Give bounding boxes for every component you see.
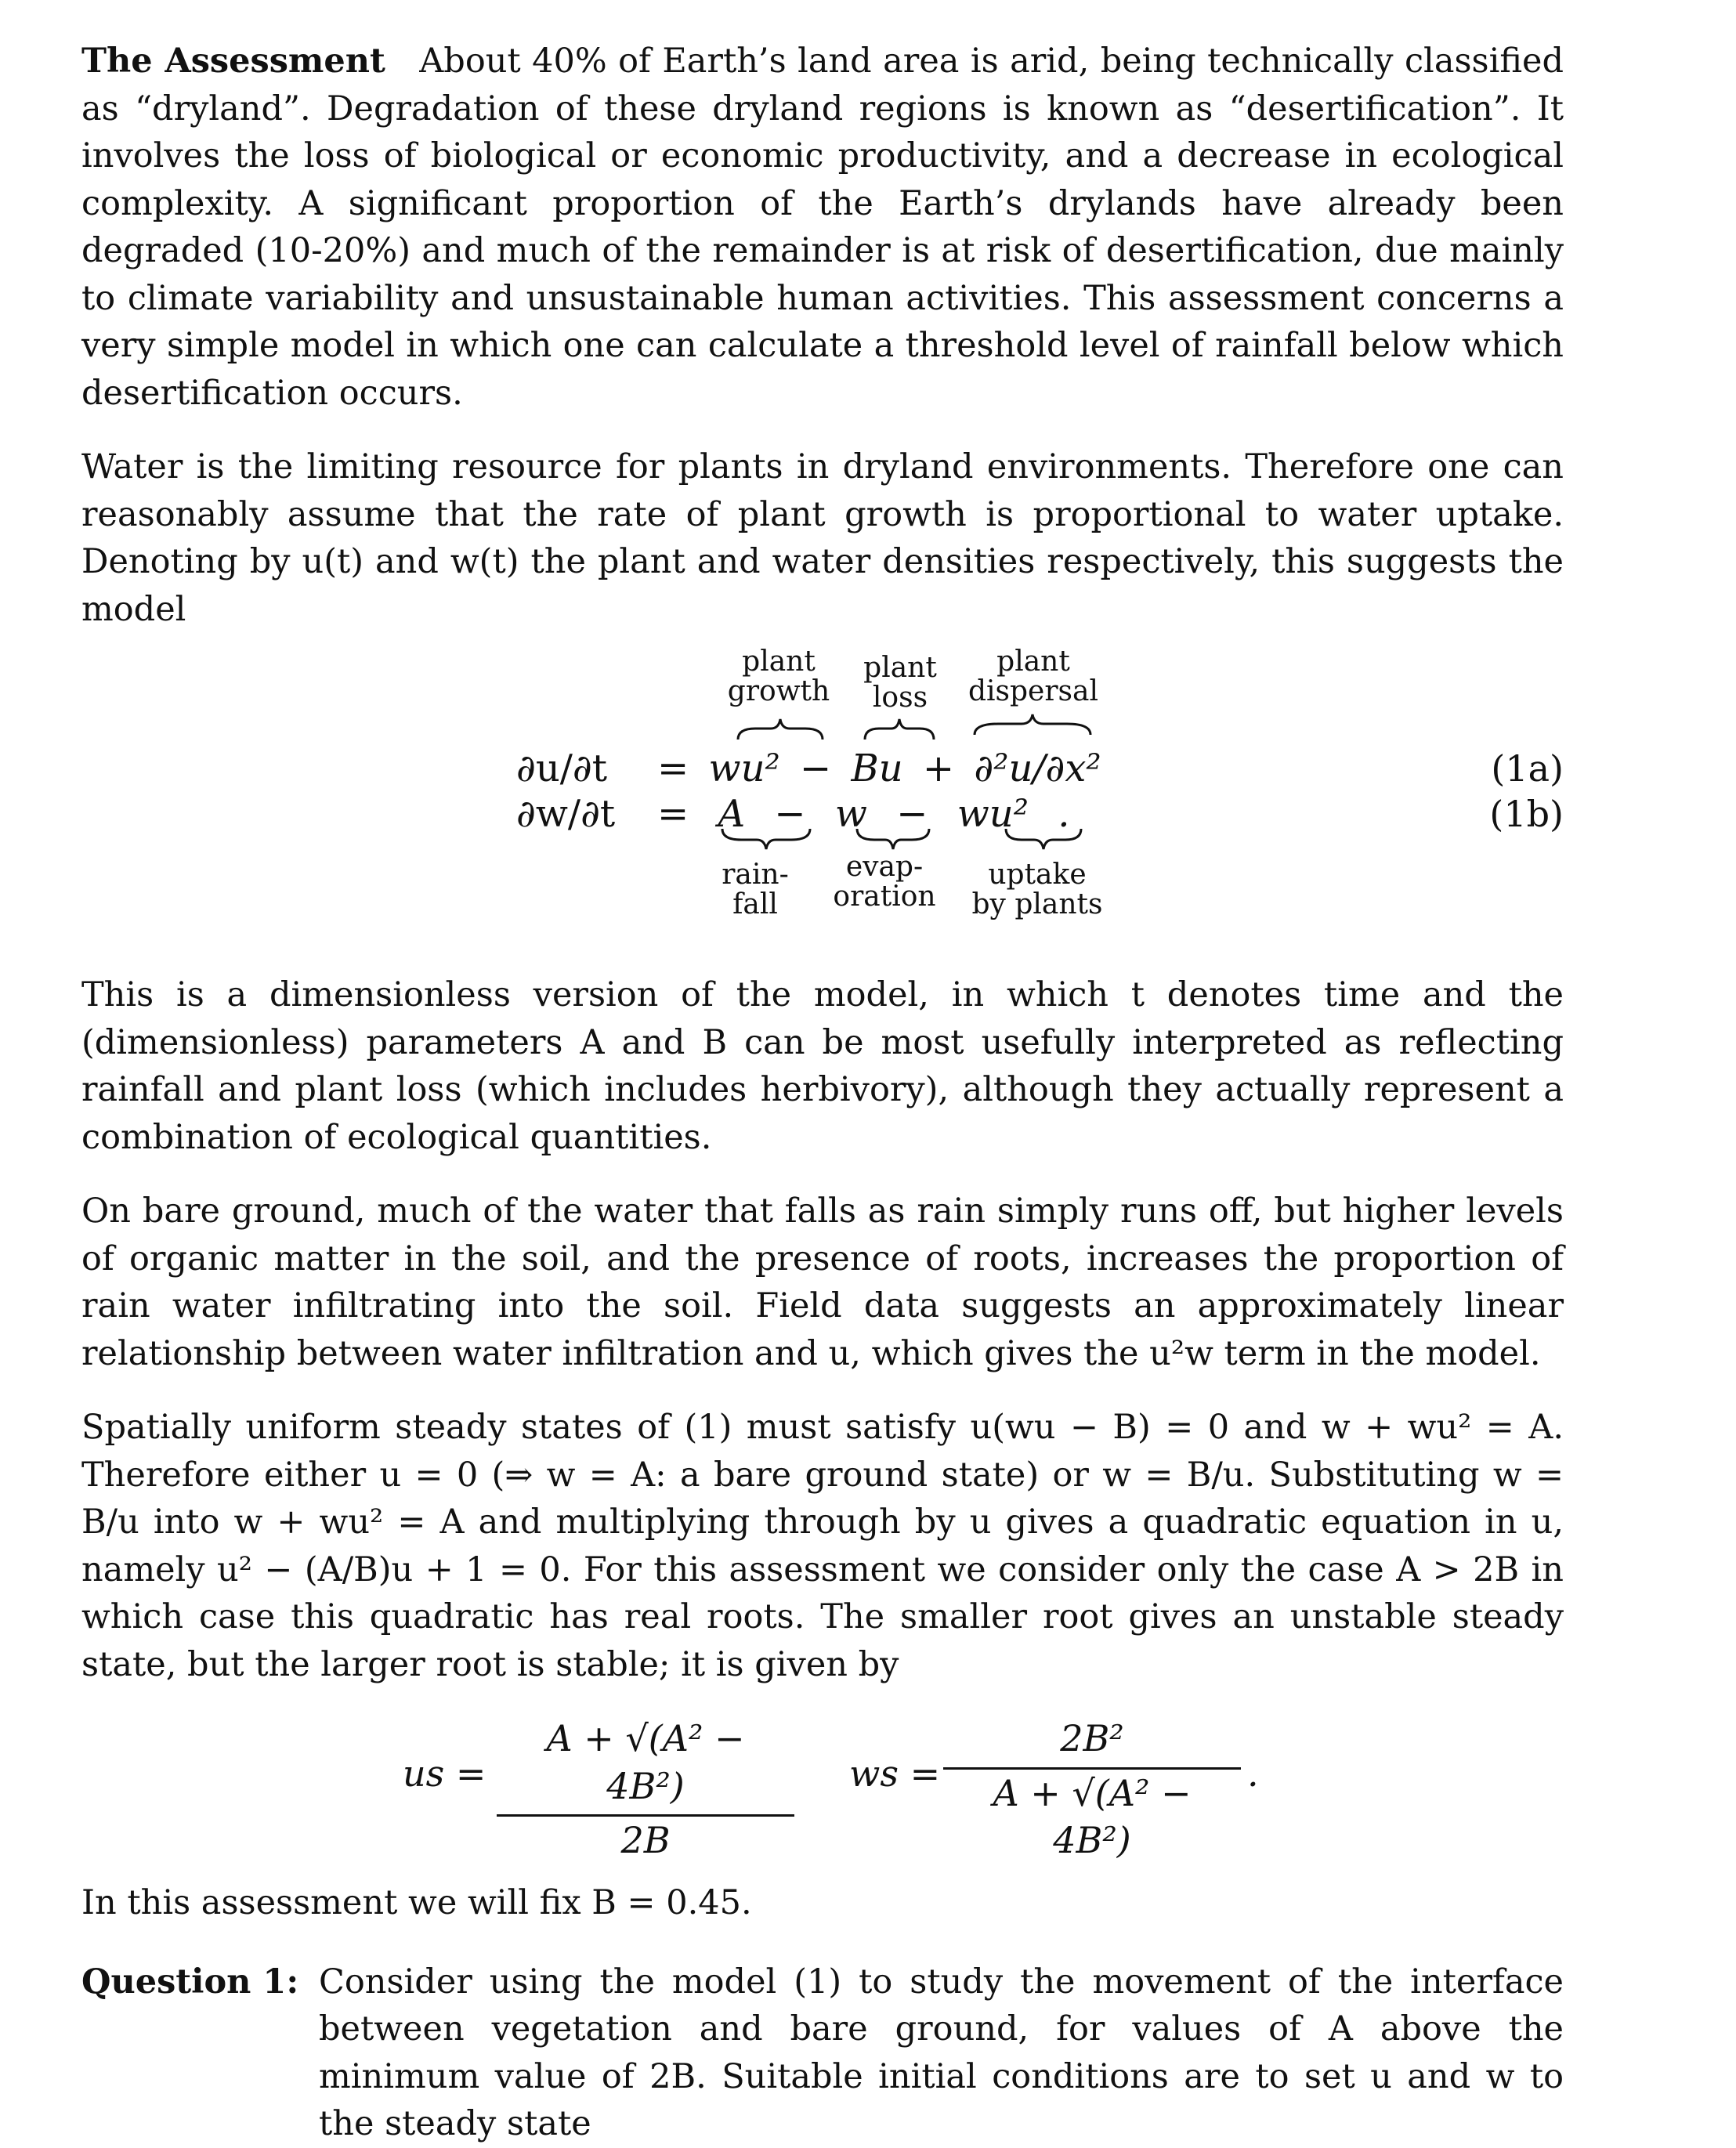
brace-growth	[738, 719, 823, 740]
us-numerator: A + √(A² − 4B²)	[546, 1717, 745, 1807]
us-denominator: 2B	[497, 1814, 794, 1864]
dimensionless-paragraph: This is a dimensionless version of the model, in which t denotes time and the (dimensionless) parameters A and B can be most usefully interpreted as reflecting rainfall and plant loss (which includes herbivory), although they actually represent a combination of ecological quantities.	[81, 975, 1564, 1157]
eq1a-lhs: ∂u/∂t	[516, 747, 608, 790]
label-plant-growth: plant growth	[727, 645, 830, 707]
label-evaporation: evap-oration	[833, 851, 936, 913]
question-1-text: Consider using the model (1) to study the movement of the interface between vegetation and bare ground, for values of A above the minimum value of 2B. Suitable initial conditions are to set u and w to the steady state	[319, 1962, 1564, 2143]
ws-numerator: 2B²	[1060, 1717, 1124, 1759]
model-intro-paragraph: Water is the limiting resource for plants in dryland environments. Therefore one can reasonably assume that the rate of plant growth is proportional to water uptake. Denoting by u(t) and w(t) the plant and water densities respectively, this suggests the model	[81, 447, 1564, 629]
question-1-label: Question 1:	[81, 1962, 299, 2002]
eq1b-number: (1b)	[1489, 793, 1564, 835]
ws-fraction	[943, 1715, 1241, 1864]
eq1a-rhs: = wu² − Bu + ∂²u/∂x²	[657, 747, 1101, 790]
brace-dispersal	[975, 714, 1090, 735]
ws-label: ws =	[849, 1752, 941, 1795]
eq1a-number: (1a)	[1491, 747, 1564, 790]
ws-denominator: A + √(A² − 4B²)	[943, 1767, 1241, 1864]
model-equations	[81, 647, 1564, 945]
us-label: us =	[403, 1752, 486, 1795]
label-uptake: uptake by plants	[971, 859, 1103, 920]
label-plant-loss: plant loss	[863, 652, 937, 714]
eq1b-rhs: = A − w − wu² .	[657, 792, 1070, 836]
steady-state-formulas	[81, 1707, 1564, 1864]
assessment-text: About 40% of Earth’s land area is arid, being technically classified as “dryland”. Degradation of these dryland regions is known as “desertification”. It involves the loss of biological or economic productivity, and a decrease in ecological complexity. A significant proportion of the Earth’s drylands have already been degraded (10-20%) and much of the remainder is at risk of desertification, due mainly to climate variability and unsustainable human activities. This assessment concerns a very simple model in which one can calculate a threshold level of rainfall below which desertification occurs.	[81, 42, 1564, 413]
label-plant-dispersal: plant dispersal	[967, 645, 1099, 707]
assessment-paragraph	[81, 38, 1564, 417]
eq1b-lhs: ∂w/∂t	[516, 792, 616, 836]
brace-loss	[865, 719, 934, 740]
us-fraction	[497, 1715, 794, 1864]
ws-period: .	[1247, 1752, 1259, 1795]
assessment-heading: The Assessment	[81, 42, 385, 81]
page	[81, 38, 1564, 2148]
question-1	[81, 1958, 1564, 2148]
steady-states-paragraph: Spatially uniform steady states of (1) must satisfy u(wu − B) = 0 and w + wu² = A. Therefore either u = 0 (⇒ w = A: a bare ground state) or w = B/u. Substituting w = B/u into w + wu² = A and multiplying through by u gives a quadratic equation in u, namely u² − (A/B)u + 1 = 0. For this assessment we consider only the case A > 2B in which case this quadratic has real roots. The smaller root gives an unstable steady state, but the larger root is stable; it is given by	[81, 1408, 1564, 1684]
infiltration-paragraph: On bare ground, much of the water that falls as rain simply runs off, but higher levels of organic matter in the soil, and the presence of roots, increases the proportion of rain water infiltrating into the soil. Field data suggests an approximately linear relationship between water infiltration and u, which gives the u²w term in the model.	[81, 1192, 1564, 1373]
label-rainfall: rain-fall	[722, 859, 789, 920]
fix-b-paragraph: In this assessment we will fix B = 0.45.	[81, 1883, 752, 1922]
